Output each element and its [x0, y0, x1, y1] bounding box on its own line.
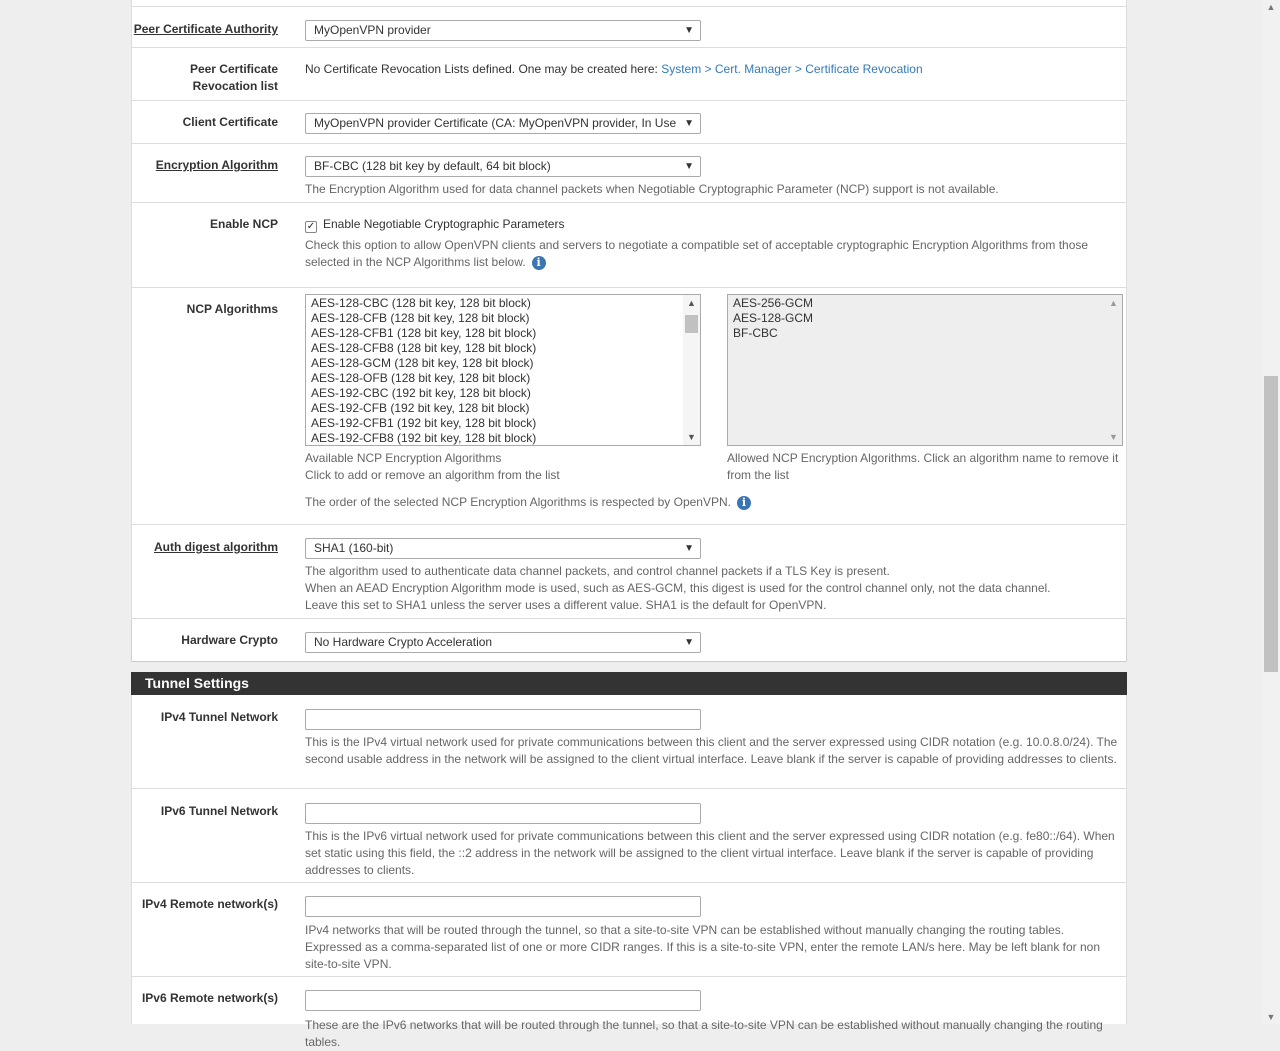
ipv4-remote-label: IPv4 Remote network(s) [141, 897, 278, 911]
row-hw-crypto [132, 619, 1126, 662]
row-encryption [132, 144, 1126, 203]
ipv6-remote-help: These are the IPv6 networks that will be routed through the tunnel, so that a site-to-site VPN can be established without manually changing the routing tables. [305, 1018, 1103, 1049]
peer-crl-label: Peer Certificate Revocation list [189, 62, 278, 93]
chevron-down-icon: ▼ [684, 637, 694, 648]
ipv6-tunnel-label: IPv6 Tunnel Network [160, 804, 278, 818]
ncp-available-option[interactable]: AES-128-OFB (128 bit key, 128 bit block) [311, 371, 531, 385]
auth-digest-help-1: The algorithm used to authenticate data channel packets, and control channel packets if a TLS Key is present. [305, 564, 890, 578]
row-ipv6-tunnel [132, 789, 1126, 883]
ipv4-tunnel-help: This is the IPv4 virtual network used for private communications between this client and the server expressed using CIDR notation (e.g. 10.0.8.0/24). The second usable address in the network will be assigned to the client virtual interface. Leave blank if the server is capable of providing addresses to clients. [305, 735, 1118, 766]
ncp-order-help-text: The order of the selected NCP Encryption Algorithms is respected by OpenVPN. [305, 495, 731, 509]
scroll-up-icon[interactable]: ▲ [1109, 298, 1118, 308]
ncp-available-help-2: Click to add or remove an algorithm from the list [305, 468, 560, 482]
ncp-available-option[interactable]: AES-128-CFB1 (128 bit key, 128 bit block) [311, 326, 537, 340]
scroll-down-icon[interactable]: ▼ [1109, 432, 1118, 442]
chevron-down-icon: ▼ [684, 161, 694, 172]
peer-ca-select[interactable] [305, 20, 701, 41]
client-cert-value: MyOpenVPN provider Certificate (CA: MyOpenVPN provider, In Use [314, 116, 677, 130]
chevron-down-icon: ▼ [684, 543, 694, 554]
chevron-down-icon: ▼ [684, 118, 694, 129]
ipv4-tunnel-label: IPv4 Tunnel Network [160, 710, 278, 724]
auth-digest-select[interactable] [305, 538, 701, 559]
allowed-list-scrollbar[interactable] [1105, 295, 1122, 445]
enable-ncp-help [305, 237, 1120, 271]
hw-crypto-value: No Hardware Crypto Acceleration [314, 635, 493, 649]
encryption-label: Encryption Algorithm [155, 158, 278, 172]
encryption-value: BF-CBC (128 bit key by default, 64 bit block) [314, 159, 551, 173]
info-icon[interactable]: i [737, 496, 751, 510]
chevron-down-icon: ▼ [684, 25, 694, 36]
client-cert-select[interactable] [305, 113, 701, 134]
scroll-thumb[interactable] [685, 315, 698, 333]
ncp-allowed-option[interactable]: AES-256-GCM [733, 296, 814, 310]
row-ncp-algorithms [132, 288, 1126, 525]
available-list-scrollbar[interactable] [683, 295, 700, 445]
client-cert-label: Client Certificate [182, 115, 278, 129]
ipv6-tunnel-help: This is the IPv6 virtual network used for private communications between this client and the server expressed using CIDR notation (e.g. fe80::/64). When set static using this field, the ::2 address in the network will be assigned to the client virtual interface. Leave blank if the server is capable of providing addresses to clients. [305, 829, 1115, 877]
ncp-available-option[interactable]: AES-192-CBC (192 bit key, 128 bit block) [311, 386, 531, 400]
auth-digest-help-2: When an AEAD Encryption Algorithm mode is used, such as AES-GCM, this digest is used for the control channel only, not the data channel. [305, 581, 1051, 595]
ncp-allowed-list[interactable] [727, 294, 1123, 446]
ncp-available-option[interactable]: AES-128-CBC (128 bit key, 128 bit block) [311, 296, 531, 310]
panel-gap [131, 662, 1129, 672]
row-enable-ncp [132, 203, 1126, 288]
scroll-up-icon[interactable]: ▲ [687, 298, 696, 308]
ipv4-remote-input[interactable] [305, 896, 701, 917]
auth-digest-value: SHA1 (160-bit) [314, 541, 394, 555]
ipv6-remote-label: IPv6 Remote network(s) [141, 991, 278, 1005]
auth-digest-help-3: Leave this set to SHA1 unless the server uses a different value. SHA1 is the default for OpenVPN. [305, 598, 827, 612]
ipv6-remote-input[interactable] [305, 990, 701, 1011]
page-scroll-thumb[interactable] [1264, 376, 1278, 672]
ncp-available-option[interactable]: AES-192-CFB (192 bit key, 128 bit block) [311, 401, 530, 415]
ncp-available-help [305, 450, 701, 484]
auth-digest-label: Auth digest algorithm [154, 540, 278, 554]
peer-crl-text [305, 61, 1120, 78]
cert-revocation-link[interactable]: System > Cert. Manager > Certificate Revocation [661, 62, 923, 76]
page-scrollbar[interactable] [1262, 0, 1280, 1024]
ipv4-tunnel-input[interactable] [305, 709, 701, 730]
ncp-available-option[interactable]: AES-128-CFB (128 bit key, 128 bit block) [311, 311, 530, 325]
row-client-cert [132, 101, 1126, 144]
tunnel-settings-header: Tunnel Settings [131, 672, 1127, 695]
client-settings-panel [131, 0, 1127, 1049]
enable-ncp-help-text: Check this option to allow OpenVPN clients and servers to negotiate a compatible set of acceptable cryptographic Encryption Algorithms from those selected in the NCP Algorithms list below. [305, 238, 1089, 269]
peer-ca-label: Peer Certificate Authority [133, 22, 278, 36]
row-peer-crl [132, 48, 1126, 101]
peer-ca-value: MyOpenVPN provider [314, 23, 431, 37]
ncp-allowed-option[interactable]: AES-128-GCM [733, 311, 814, 325]
row-ipv4-remote [132, 883, 1126, 977]
scroll-up-icon[interactable]: ▲ [1266, 2, 1276, 12]
row-ipv6-remote [132, 977, 1126, 1049]
ipv4-remote-help: IPv4 networks that will be routed through the tunnel, so that a site-to-site VPN can be established without manually changing the routing tables. Expressed as a comma-separated list of one or more CIDR ranges. If this is a site-to-site VPN, enter the remote LAN/s here. May be left blank for non site-to-site VPN. [305, 923, 1101, 971]
info-icon[interactable]: i [532, 256, 546, 270]
ncp-allowed-option[interactable]: BF-CBC [733, 326, 778, 340]
ipv6-tunnel-input[interactable] [305, 803, 701, 824]
auth-digest-help [305, 563, 1120, 614]
ncp-allowed-help: Allowed NCP Encryption Algorithms. Click an algorithm name to remove it from the list [727, 451, 1119, 482]
enable-ncp-checkbox[interactable]: ✓ [306, 221, 316, 232]
ncp-available-option[interactable]: AES-192-CFB8 (192 bit key, 128 bit block) [311, 431, 537, 445]
row-peer-ca [132, 6, 1126, 48]
hw-crypto-label: Hardware Crypto [181, 633, 278, 647]
enable-ncp-label: Enable NCP [209, 217, 278, 231]
scroll-down-icon[interactable]: ▼ [1266, 1012, 1276, 1022]
peer-crl-message: No Certificate Revocation Lists defined. One may be created here: [305, 62, 658, 76]
row-ipv4-tunnel [132, 695, 1126, 789]
enable-ncp-checkbox-label: Enable Negotiable Cryptographic Parameters [323, 217, 565, 231]
hw-crypto-select[interactable] [305, 632, 701, 653]
row-auth-digest [132, 525, 1126, 619]
ncp-available-option[interactable]: AES-128-CFB8 (128 bit key, 128 bit block) [311, 341, 537, 355]
encryption-help: The Encryption Algorithm used for data channel packets when Negotiable Cryptographic Parameter (NCP) support is not available. [305, 182, 999, 196]
scroll-down-icon[interactable]: ▼ [687, 432, 696, 442]
ncp-order-help [305, 494, 1120, 511]
enable-ncp-checkbox-row [305, 216, 1120, 233]
ncp-algorithms-label: NCP Algorithms [186, 302, 278, 316]
ncp-available-option[interactable]: AES-192-CFB1 (192 bit key, 128 bit block) [311, 416, 537, 430]
ncp-available-help-1: Available NCP Encryption Algorithms [305, 451, 502, 465]
ncp-available-list[interactable] [305, 294, 701, 446]
ncp-available-option[interactable]: AES-128-GCM (128 bit key, 128 bit block) [311, 356, 534, 370]
encryption-select[interactable] [305, 156, 701, 177]
